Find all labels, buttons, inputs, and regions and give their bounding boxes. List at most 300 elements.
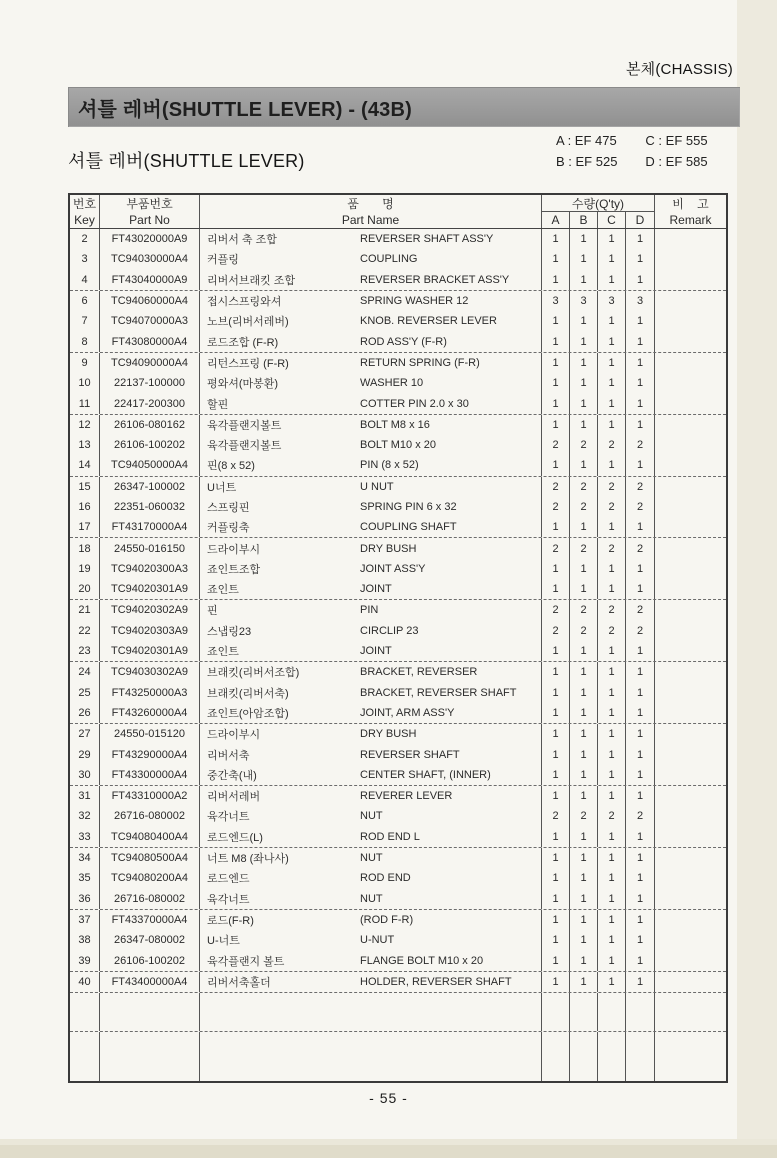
empty-cell bbox=[100, 993, 200, 1031]
scan-edge-bottom bbox=[0, 1145, 777, 1158]
table-row bbox=[70, 579, 726, 599]
part-name-korean: 육각플랜지볼트 bbox=[207, 440, 282, 453]
cell-remark bbox=[655, 683, 726, 703]
cell-key: 29 bbox=[70, 744, 100, 764]
legend-item-C: C : EF 555 bbox=[645, 133, 708, 148]
cell-qty-c: 1 bbox=[598, 889, 626, 909]
cell-qty-a: 1 bbox=[542, 930, 570, 950]
table-row bbox=[70, 703, 726, 723]
part-name-english: REVERSER SHAFT ASS'Y bbox=[360, 233, 494, 246]
cell-part-no: FT43300000A4 bbox=[100, 765, 200, 785]
part-name-korean: 리버서레버 bbox=[207, 791, 261, 804]
cell-qty-group bbox=[542, 517, 655, 537]
cell-key: 39 bbox=[70, 950, 100, 970]
part-name-english: U-NUT bbox=[360, 934, 395, 947]
cell-part-name bbox=[200, 477, 542, 497]
part-name-english: COUPLING SHAFT bbox=[360, 521, 457, 534]
cell-part-name bbox=[200, 311, 542, 331]
cell-qty-c: 1 bbox=[598, 848, 626, 868]
cell-qty-b: 1 bbox=[570, 559, 598, 579]
cell-remark bbox=[655, 724, 726, 744]
part-name-korean: 죠인트 bbox=[207, 584, 239, 597]
cell-qty-a: 1 bbox=[542, 353, 570, 373]
empty-cell bbox=[70, 993, 100, 1031]
part-name-english: CENTER SHAFT, (INNER) bbox=[360, 768, 491, 781]
cell-remark bbox=[655, 270, 726, 290]
table-row bbox=[70, 621, 726, 641]
row-group-10 bbox=[70, 786, 726, 848]
cell-qty-group bbox=[542, 703, 655, 723]
cell-qty-group bbox=[542, 435, 655, 455]
cell-qty-b: 2 bbox=[570, 621, 598, 641]
cell-part-name bbox=[200, 621, 542, 641]
cell-part-name bbox=[200, 373, 542, 393]
cell-qty-group bbox=[542, 930, 655, 950]
part-name-english: REVERSER SHAFT bbox=[360, 748, 460, 761]
part-name-english: COUPLING bbox=[360, 253, 418, 266]
cell-key: 7 bbox=[70, 311, 100, 331]
part-name-english: REVERSER BRACKET ASS'Y bbox=[360, 273, 510, 286]
cell-qty-d: 2 bbox=[636, 439, 644, 452]
cell-qty-a: 1 bbox=[542, 972, 570, 992]
cell-qty-a: 1 bbox=[542, 744, 570, 764]
cell-part-name bbox=[200, 683, 542, 703]
cell-qty-c: 1 bbox=[598, 868, 626, 888]
page-subtitle: 셔틀 레버(SHUTTLE LEVER) bbox=[68, 151, 305, 171]
part-name-korean: 핀 bbox=[207, 605, 218, 618]
empty-qty-cells bbox=[542, 1032, 655, 1081]
cell-qty-c: 3 bbox=[598, 291, 626, 311]
cell-qty-group bbox=[542, 455, 655, 475]
cell-qty-c: 1 bbox=[598, 744, 626, 764]
part-name-korean: 로드엔드(L) bbox=[207, 831, 263, 844]
cell-key: 21 bbox=[70, 600, 100, 620]
cell-qty-d: 1 bbox=[636, 768, 644, 781]
cell-qty-d: 1 bbox=[636, 562, 644, 575]
table-row bbox=[70, 455, 726, 475]
part-name-korean: 스냅링23 bbox=[207, 625, 252, 638]
empty-row-band bbox=[70, 993, 726, 1032]
part-name-english: JOINT, ARM ASS'Y bbox=[360, 706, 455, 719]
cell-key: 38 bbox=[70, 930, 100, 950]
cell-qty-d: 1 bbox=[636, 273, 644, 286]
cell-qty-b: 1 bbox=[570, 415, 598, 435]
cell-remark bbox=[655, 311, 726, 331]
cell-part-name bbox=[200, 291, 542, 311]
cell-qty-group bbox=[542, 683, 655, 703]
part-name-korean: 브래킷(리버서조합) bbox=[207, 667, 300, 680]
cell-qty-group bbox=[542, 229, 655, 249]
cell-part-name bbox=[200, 415, 542, 435]
table-row bbox=[70, 724, 726, 744]
cell-qty-c: 1 bbox=[598, 249, 626, 269]
row-group-12 bbox=[70, 910, 726, 972]
part-name-english: JOINT bbox=[360, 645, 392, 658]
cell-qty-d: 2 bbox=[636, 810, 644, 823]
cell-qty-b: 2 bbox=[570, 435, 598, 455]
cell-qty-a: 2 bbox=[542, 497, 570, 517]
cell-qty-d: 1 bbox=[636, 335, 644, 348]
table-row bbox=[70, 683, 726, 703]
cell-qty-d: 1 bbox=[636, 954, 644, 967]
cell-key: 32 bbox=[70, 806, 100, 826]
cell-remark bbox=[655, 373, 726, 393]
part-name-english: REVERER LEVER bbox=[360, 790, 453, 803]
table-row bbox=[70, 311, 726, 331]
cell-remark bbox=[655, 435, 726, 455]
cell-qty-d: 3 bbox=[636, 295, 644, 308]
cell-part-name bbox=[200, 889, 542, 909]
header-remark: 비 고 Remark bbox=[669, 196, 712, 227]
cell-remark bbox=[655, 930, 726, 950]
cell-remark bbox=[655, 786, 726, 806]
cell-part-no: TC94070000A3 bbox=[100, 311, 200, 331]
cell-part-name bbox=[200, 848, 542, 868]
part-name-english: PIN (8 x 52) bbox=[360, 459, 419, 472]
cell-qty-a: 1 bbox=[542, 311, 570, 331]
cell-qty-b: 1 bbox=[570, 744, 598, 764]
cell-part-no: TC94020301A9 bbox=[100, 641, 200, 661]
section-title: 셔틀 레버(SHUTTLE LEVER) - (43B) bbox=[78, 98, 412, 121]
cell-key: 26 bbox=[70, 703, 100, 723]
cell-qty-a: 1 bbox=[542, 724, 570, 744]
cell-qty-c: 1 bbox=[598, 455, 626, 475]
parts-table bbox=[68, 193, 728, 1083]
cell-remark bbox=[655, 889, 726, 909]
cell-qty-c: 2 bbox=[598, 600, 626, 620]
cell-remark bbox=[655, 910, 726, 930]
cell-qty-group bbox=[542, 559, 655, 579]
cell-qty-d: 1 bbox=[636, 397, 644, 410]
header-qty-title: 수량(Q'ty) bbox=[542, 195, 654, 212]
cell-remark bbox=[655, 621, 726, 641]
table-row bbox=[70, 497, 726, 517]
part-name-korean: 중간축(내) bbox=[207, 769, 257, 782]
cell-qty-c: 1 bbox=[598, 972, 626, 992]
table-row bbox=[70, 868, 726, 888]
part-name-english: BRACKET, REVERSER bbox=[360, 666, 478, 679]
cell-qty-group bbox=[542, 868, 655, 888]
cell-qty-group bbox=[542, 393, 655, 413]
empty-cell bbox=[200, 993, 542, 1031]
cell-qty-group bbox=[542, 291, 655, 311]
table-row bbox=[70, 744, 726, 764]
cell-qty-a: 1 bbox=[542, 415, 570, 435]
part-name-korean: 스프링핀 bbox=[207, 502, 250, 514]
cell-qty-group bbox=[542, 249, 655, 269]
empty-qty-cells bbox=[542, 993, 655, 1031]
part-name-korean: 육각너트 bbox=[207, 893, 250, 906]
part-name-english: RETURN SPRING (F-R) bbox=[360, 356, 480, 369]
cell-part-no: TC94050000A4 bbox=[100, 455, 200, 475]
cell-qty-c: 2 bbox=[598, 477, 626, 497]
part-name-korean: 리버서 축 조합 bbox=[207, 234, 277, 247]
part-name-korean: 커플링 bbox=[207, 254, 239, 267]
cell-qty-group bbox=[542, 477, 655, 497]
cell-qty-c: 1 bbox=[598, 724, 626, 744]
part-name-english: DRY BUSH bbox=[360, 542, 417, 555]
table-row bbox=[70, 291, 726, 311]
table-row bbox=[70, 806, 726, 826]
cell-qty-b: 1 bbox=[570, 786, 598, 806]
cell-qty-b: 1 bbox=[570, 910, 598, 930]
cell-qty-c: 1 bbox=[598, 353, 626, 373]
cell-qty-a: 1 bbox=[542, 270, 570, 290]
cell-part-name bbox=[200, 786, 542, 806]
cell-key: 34 bbox=[70, 848, 100, 868]
cell-remark bbox=[655, 249, 726, 269]
cell-remark bbox=[655, 950, 726, 970]
cell-part-name bbox=[200, 559, 542, 579]
cell-qty-c: 2 bbox=[598, 435, 626, 455]
cell-part-no: TC94060000A4 bbox=[100, 291, 200, 311]
cell-qty-c: 1 bbox=[598, 641, 626, 661]
cell-key: 12 bbox=[70, 415, 100, 435]
cell-qty-d: 1 bbox=[636, 790, 644, 803]
table-body bbox=[70, 229, 726, 1081]
cell-remark bbox=[655, 827, 726, 847]
cell-qty-group bbox=[542, 827, 655, 847]
part-name-korean: 로드(F-R) bbox=[207, 914, 254, 927]
cell-part-no: 26347-100002 bbox=[100, 477, 200, 497]
cell-qty-d: 1 bbox=[636, 830, 644, 843]
row-group-11 bbox=[70, 848, 726, 910]
table-row bbox=[70, 373, 726, 393]
cell-qty-c: 1 bbox=[598, 415, 626, 435]
part-name-english: COTTER PIN 2.0 x 30 bbox=[360, 397, 469, 410]
part-name-english: KNOB. REVERSER LEVER bbox=[360, 315, 497, 328]
cell-key: 14 bbox=[70, 455, 100, 475]
header-key: 번호 Key bbox=[70, 195, 100, 228]
cell-key: 9 bbox=[70, 353, 100, 373]
part-name-korean: 죠인트 bbox=[207, 646, 239, 659]
cell-qty-b: 1 bbox=[570, 311, 598, 331]
cell-remark bbox=[655, 229, 726, 249]
cell-qty-d: 1 bbox=[636, 872, 644, 885]
cell-qty-d: 1 bbox=[636, 748, 644, 761]
cell-qty-d: 1 bbox=[636, 583, 644, 596]
cell-qty-a: 1 bbox=[542, 703, 570, 723]
cell-qty-a: 1 bbox=[542, 786, 570, 806]
cell-key: 18 bbox=[70, 538, 100, 558]
cell-qty-d: 2 bbox=[636, 604, 644, 617]
part-name-english: ROD END L bbox=[360, 830, 420, 843]
row-group-6 bbox=[70, 538, 726, 600]
cell-qty-a: 1 bbox=[542, 455, 570, 475]
part-name-english: JOINT ASS'Y bbox=[360, 562, 426, 575]
cell-qty-group bbox=[542, 910, 655, 930]
cell-part-name bbox=[200, 455, 542, 475]
cell-key: 3 bbox=[70, 249, 100, 269]
cell-qty-group bbox=[542, 331, 655, 351]
cell-part-name bbox=[200, 270, 542, 290]
cell-qty-b: 1 bbox=[570, 827, 598, 847]
cell-part-no: FT43370000A4 bbox=[100, 910, 200, 930]
cell-key: 25 bbox=[70, 683, 100, 703]
empty-remark-cell bbox=[655, 993, 726, 1031]
cell-part-no: 22351-060032 bbox=[100, 497, 200, 517]
cell-qty-group bbox=[542, 415, 655, 435]
cell-key: 24 bbox=[70, 662, 100, 682]
cell-key: 13 bbox=[70, 435, 100, 455]
cell-remark bbox=[655, 331, 726, 351]
cell-qty-d: 1 bbox=[636, 315, 644, 328]
empty-cell bbox=[200, 1032, 542, 1081]
cell-qty-group bbox=[542, 786, 655, 806]
cell-part-no: 26347-080002 bbox=[100, 930, 200, 950]
cell-remark bbox=[655, 559, 726, 579]
row-group-3 bbox=[70, 353, 726, 415]
cell-part-no: TC94020302A9 bbox=[100, 600, 200, 620]
cell-qty-b: 1 bbox=[570, 641, 598, 661]
cell-remark bbox=[655, 641, 726, 661]
part-name-english: WASHER 10 bbox=[360, 377, 424, 390]
cell-key: 36 bbox=[70, 889, 100, 909]
section-title-bar bbox=[68, 87, 740, 127]
cell-qty-d: 2 bbox=[636, 501, 644, 513]
cell-qty-d: 2 bbox=[636, 542, 644, 555]
cell-qty-group bbox=[542, 806, 655, 826]
cell-remark bbox=[655, 538, 726, 558]
part-name-english: SPRING PIN 6 x 32 bbox=[360, 501, 457, 513]
table-row bbox=[70, 270, 726, 290]
cell-qty-c: 2 bbox=[598, 806, 626, 826]
model-legend bbox=[556, 133, 708, 175]
cell-part-name bbox=[200, 827, 542, 847]
cell-remark bbox=[655, 765, 726, 785]
cell-qty-a: 1 bbox=[542, 910, 570, 930]
part-name-korean: 너트 M8 (좌나사) bbox=[207, 853, 289, 866]
row-group-9 bbox=[70, 724, 726, 786]
part-name-korean: 육각플랜지 볼트 bbox=[207, 955, 285, 968]
cell-qty-d: 1 bbox=[636, 975, 644, 988]
cell-qty-b: 1 bbox=[570, 331, 598, 351]
part-name-korean: 로드엔드 bbox=[207, 873, 250, 886]
cell-part-name bbox=[200, 579, 542, 599]
cell-qty-d: 1 bbox=[636, 706, 644, 719]
part-name-korean: 리버서축 bbox=[207, 749, 250, 762]
cell-qty-d: 2 bbox=[636, 624, 644, 637]
cell-qty-c: 1 bbox=[598, 827, 626, 847]
cell-qty-c: 2 bbox=[598, 538, 626, 558]
header-qty-col-D: D bbox=[635, 213, 645, 227]
cell-part-name bbox=[200, 703, 542, 723]
cell-qty-a: 1 bbox=[542, 868, 570, 888]
cell-part-name bbox=[200, 517, 542, 537]
table-row bbox=[70, 229, 726, 249]
part-name-korean: 드라이부시 bbox=[207, 729, 261, 742]
part-name-korean: U너트 bbox=[207, 481, 237, 494]
cell-qty-d: 1 bbox=[636, 666, 644, 679]
part-name-english: HOLDER, REVERSER SHAFT bbox=[360, 975, 512, 988]
cell-qty-b: 2 bbox=[570, 477, 598, 497]
cell-qty-b: 1 bbox=[570, 229, 598, 249]
cell-qty-group bbox=[542, 373, 655, 393]
cell-qty-b: 1 bbox=[570, 683, 598, 703]
cell-qty-d: 1 bbox=[636, 913, 644, 926]
cell-qty-c: 1 bbox=[598, 559, 626, 579]
cell-qty-b: 1 bbox=[570, 517, 598, 537]
cell-key: 31 bbox=[70, 786, 100, 806]
part-name-english: NUT bbox=[360, 852, 383, 865]
part-name-korean: 리버서브래킷 조합 bbox=[207, 274, 296, 287]
cell-qty-b: 1 bbox=[570, 662, 598, 682]
cell-qty-d: 1 bbox=[636, 892, 644, 905]
row-group-13 bbox=[70, 972, 726, 993]
cell-remark bbox=[655, 415, 726, 435]
cell-remark bbox=[655, 848, 726, 868]
cell-qty-c: 1 bbox=[598, 517, 626, 537]
cell-qty-d: 1 bbox=[636, 645, 644, 658]
cell-qty-b: 1 bbox=[570, 579, 598, 599]
cell-part-no: TC94080400A4 bbox=[100, 827, 200, 847]
part-name-english: NUT bbox=[360, 892, 383, 905]
cell-part-no: TC94030302A9 bbox=[100, 662, 200, 682]
header-part-no: 부품번호 Part No bbox=[100, 195, 200, 228]
cell-qty-b: 2 bbox=[570, 806, 598, 826]
chapter-label: 본체(CHASSIS) bbox=[625, 61, 733, 78]
table-row bbox=[70, 827, 726, 847]
cell-qty-b: 1 bbox=[570, 848, 598, 868]
cell-qty-c: 1 bbox=[598, 786, 626, 806]
cell-qty-group bbox=[542, 579, 655, 599]
part-name-korean: 죠인트조합 bbox=[207, 563, 261, 576]
part-name-korean: 할핀 bbox=[207, 398, 229, 411]
table-row bbox=[70, 910, 726, 930]
cell-remark bbox=[655, 600, 726, 620]
header-qty-col-B: B bbox=[570, 212, 598, 228]
cell-qty-d: 1 bbox=[636, 852, 644, 865]
cell-qty-a: 1 bbox=[542, 848, 570, 868]
cell-qty-group bbox=[542, 724, 655, 744]
cell-qty-d: 1 bbox=[636, 934, 644, 947]
cell-remark bbox=[655, 291, 726, 311]
legend-item-B: B : EF 525 bbox=[556, 154, 618, 169]
cell-qty-a: 1 bbox=[542, 889, 570, 909]
part-name-english: DRY BUSH bbox=[360, 728, 417, 741]
part-name-english: BOLT M8 x 16 bbox=[360, 418, 430, 431]
row-group-8 bbox=[70, 662, 726, 724]
part-name-english: ROD ASS'Y (F-R) bbox=[360, 335, 447, 348]
cell-part-no: FT43290000A4 bbox=[100, 744, 200, 764]
part-name-korean: 육각플랜지볼트 bbox=[207, 419, 282, 432]
cell-part-name bbox=[200, 806, 542, 826]
cell-qty-b: 2 bbox=[570, 538, 598, 558]
empty-remark-cell bbox=[655, 1032, 726, 1081]
cell-part-no: FT43080000A4 bbox=[100, 331, 200, 351]
cell-key: 40 bbox=[70, 972, 100, 992]
cell-qty-b: 1 bbox=[570, 972, 598, 992]
cell-qty-group bbox=[542, 353, 655, 373]
cell-qty-group bbox=[542, 497, 655, 517]
cell-qty-a: 2 bbox=[542, 806, 570, 826]
cell-key: 17 bbox=[70, 517, 100, 537]
table-row bbox=[70, 930, 726, 950]
part-name-english: BOLT M10 x 20 bbox=[360, 439, 437, 452]
cell-part-name bbox=[200, 600, 542, 620]
part-name-korean: 접시스프링와셔 bbox=[207, 296, 282, 309]
cell-qty-c: 2 bbox=[598, 621, 626, 641]
cell-key: 19 bbox=[70, 559, 100, 579]
table-row bbox=[70, 765, 726, 785]
table-row bbox=[70, 353, 726, 373]
header-qty-columns bbox=[542, 212, 654, 228]
cell-qty-c: 1 bbox=[598, 393, 626, 413]
cell-qty-c: 1 bbox=[598, 683, 626, 703]
part-name-korean: 평와셔(마봉환) bbox=[207, 378, 279, 391]
cell-qty-a: 1 bbox=[542, 579, 570, 599]
part-name-english: NUT bbox=[360, 810, 383, 823]
